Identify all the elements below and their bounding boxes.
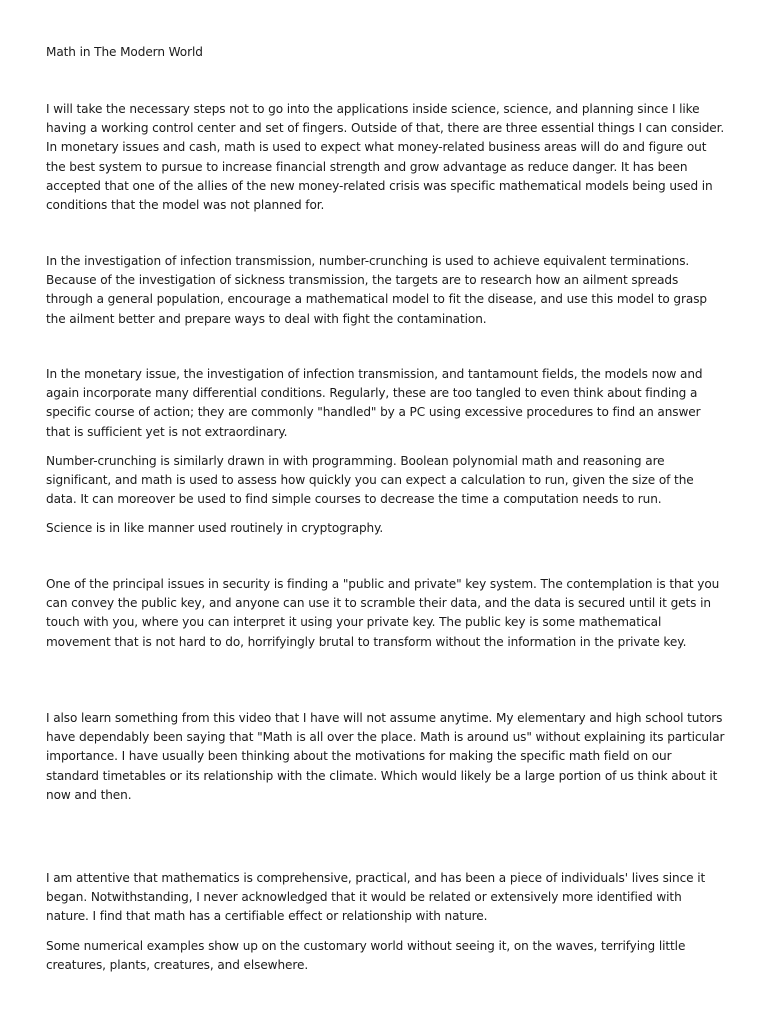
paragraph-7: I also learn something from this video that I have will not assume anytime. My elementary and high school tutors have dependably been saying that "Math is all over the place. Math is around us" without explaining its particular importance. I have usually been thinking about the motivations for making the specific math field on our standard timetables or its relationship with the climate. Which would likely be a large portion of us think about it now and then. bbox=[46, 711, 725, 802]
paragraph-5: Science is in like manner used routinely in cryptography. bbox=[46, 521, 384, 535]
paragraph-6: One of the principal issues in security is finding a "public and private" key system. The contemplation is that you can convey the public key, and anyone can use it to scramble their data, and the data is secured until it gets in touch with you, where you can interpret it using your private key. The public key is some mathematical movement that is not hard to do, horrifyingly brutal to transform without the information in the private key. bbox=[46, 577, 720, 649]
paragraph-1: I will take the necessary steps not to go into the applications inside science, science, and planning since I like having a working control center and set of fingers. Outside of that, there are three essential things I can consider. In monetary issues and cash, math is used to expect what money-related business areas will do and figure out the best system to pursue to increase financial strength and grow advantage as reduce danger. It has been accepted that one of the allies of the new money-related crisis was specific mathematical models being used in conditions that the model was not planned for. bbox=[46, 102, 725, 213]
paragraph-2: In the investigation of infection transmission, number-crunching is used to achieve equivalent terminations. Because of the investigation of sickness transmission, the targets are to research how an ailment spreads through a general population, encourage a mathematical model to fit the disease, and use this model to grasp the ailment better and prepare ways to deal with fight the contamination. bbox=[46, 254, 707, 326]
paragraph-9: Some numerical examples show up on the customary world without seeing it, on the waves, terrifying little creatures, plants, creatures, and elsewhere. bbox=[46, 939, 686, 973]
paragraph-4: Number-crunching is similarly drawn in with programming. Boolean polynomial math and reasoning are significant, and math is used to assess how quickly you can expect a calculation to run, given the size of the data. It can moreover be used to find simple courses to decrease the time a computation needs to run. bbox=[46, 454, 694, 507]
document-title: Math in The Modern World bbox=[46, 45, 203, 59]
paragraph-3: In the monetary issue, the investigation of infection transmission, and tantamount fields, the models now and again incorporate many differential conditions. Regularly, these are too tangled to even think about finding a specific course of action; they are commonly "handled" by a PC using excessive procedures to find an answer that is sufficient yet is not extraordinary. bbox=[46, 367, 703, 439]
paragraph-8: I am attentive that mathematics is comprehensive, practical, and has been a piece of individuals' lives since it began. Notwithstanding, I never acknowledged that it would be related or extensively more identified with nature. I find that math has a certifiable effect or relationship with nature. bbox=[46, 871, 706, 924]
